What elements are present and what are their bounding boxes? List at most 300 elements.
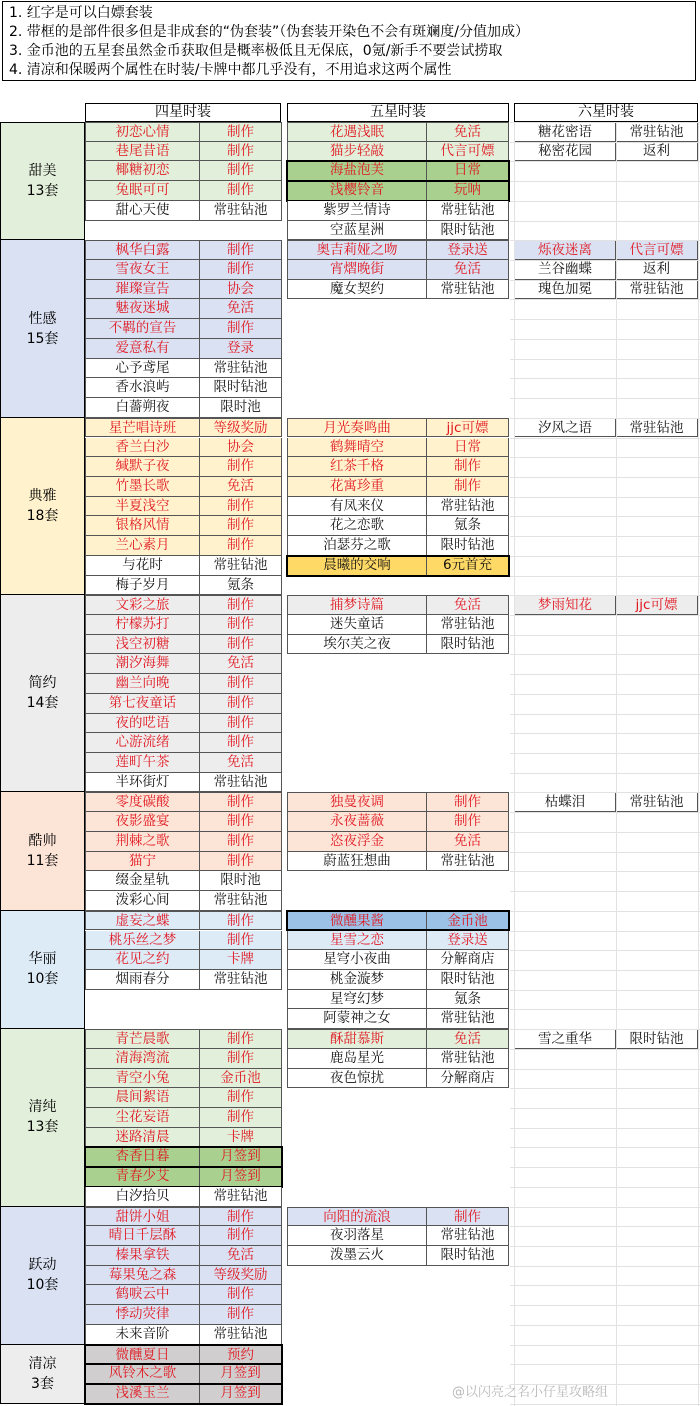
table-row — [514, 595, 698, 615]
table-row — [287, 1069, 509, 1089]
table-row — [85, 122, 282, 142]
costume-name: 初恋心情 — [85, 122, 200, 142]
costume-source: 返利 — [616, 142, 698, 162]
section-name: 甜美 — [28, 163, 57, 180]
costume-source: 卡牌 — [200, 1128, 282, 1148]
table-row — [85, 359, 282, 379]
costume-name: 兰谷幽蝶 — [514, 260, 616, 280]
costume-name: 尘花妄语 — [85, 1108, 200, 1128]
grid-line — [510, 595, 700, 596]
costume-name: 枯蝶泪 — [514, 792, 616, 812]
costume-source: 制作 — [200, 319, 282, 339]
table-row — [287, 832, 509, 852]
costume-name: 与花时 — [85, 556, 200, 576]
costume-name: 榛果拿铁 — [85, 1246, 200, 1266]
grid-line — [510, 260, 700, 261]
costume-name: 向阳的流浪 — [287, 1207, 427, 1227]
table-row — [287, 221, 509, 241]
costume-source: 限时钻池 — [427, 536, 509, 556]
section-name: 酷帅 — [28, 833, 57, 850]
costume-source: 免活 — [427, 832, 509, 852]
costume-name: 夜的呓语 — [85, 714, 200, 734]
table-row — [287, 950, 509, 970]
table-row — [287, 122, 509, 142]
grid-line — [510, 1226, 700, 1227]
table-row — [287, 1246, 509, 1266]
grid-line — [510, 1364, 700, 1365]
costume-source: 协会 — [200, 438, 282, 458]
costume-source: 月签到 — [200, 1364, 282, 1384]
costume-name: 幽兰向晚 — [85, 674, 200, 694]
table-row — [85, 142, 282, 162]
table-row — [85, 516, 282, 536]
costume-source: 免活 — [427, 260, 509, 280]
section-count: 13套 — [26, 183, 59, 200]
grid-line — [510, 457, 700, 458]
grid-line — [510, 792, 700, 793]
table-row — [85, 1364, 282, 1384]
grid-line — [510, 1049, 700, 1050]
costume-source: 制作 — [427, 792, 509, 812]
grid-line — [510, 911, 700, 912]
costume-name: 鹤舞晴空 — [287, 438, 427, 458]
costume-source: 制作 — [200, 812, 282, 832]
costume-source: 常驻钻池 — [200, 359, 282, 379]
costume-source: 月签到 — [200, 1147, 282, 1167]
costume-name: 莲町午茶 — [85, 753, 200, 773]
costume-name: 柠檬苏打 — [85, 615, 200, 635]
costume-name: 兰心素月 — [85, 536, 200, 556]
table-row — [85, 181, 282, 201]
costume-name: 零度碳酸 — [85, 792, 200, 812]
costume-source: 常驻钻池 — [200, 970, 282, 990]
watermark: @以闪亮之名小仔星攻略组 — [452, 1385, 609, 1400]
grid-line — [510, 1009, 700, 1010]
grid-line — [510, 536, 700, 537]
costume-name: 宵熠晚街 — [287, 260, 427, 280]
grid-line — [510, 654, 700, 655]
costume-name: 璀璨宣告 — [85, 280, 200, 300]
grid-line — [510, 438, 700, 439]
table-row — [287, 477, 509, 497]
costume-source: 等级奖励 — [200, 418, 282, 438]
costume-name: 独曼夜调 — [287, 792, 427, 812]
table-row — [287, 970, 509, 990]
costume-name: 泼墨云火 — [287, 1246, 427, 1266]
section-label — [0, 240, 85, 417]
costume-name: 兔眠可可 — [85, 181, 200, 201]
table-row — [85, 753, 282, 773]
note-line: 4. 清凉和保暖两个属性在时装/卡牌中都几乎没有，不用追求这两个属性 — [9, 62, 452, 78]
grid-line — [510, 161, 700, 162]
table-row — [287, 438, 509, 458]
grid-line — [510, 1404, 700, 1405]
costume-source: 预约 — [200, 1345, 282, 1365]
costume-name: 夜色惊扰 — [287, 1069, 427, 1089]
section-label — [0, 418, 85, 595]
costume-name: 猫步轻敲 — [287, 142, 427, 162]
costume-name: 花遇浅眠 — [287, 122, 427, 142]
costume-name: 恣夜浮金 — [287, 832, 427, 852]
grid-line — [510, 733, 700, 734]
section-name: 华丽 — [28, 951, 57, 968]
table-row — [85, 240, 282, 260]
costume-name: 魔女契约 — [287, 280, 427, 300]
costume-name: 鹿岛星光 — [287, 1049, 427, 1069]
costume-source: 制作 — [200, 615, 282, 635]
grid-line — [510, 477, 700, 478]
costume-name: 甜心天使 — [85, 201, 200, 221]
grid-line — [510, 181, 700, 182]
costume-source: 分解商店 — [427, 950, 509, 970]
table-row — [85, 299, 282, 319]
table-row — [287, 931, 509, 951]
costume-name: 竹墨长歌 — [85, 477, 200, 497]
costume-name: 浅樱铃音 — [287, 181, 427, 201]
section-label — [0, 595, 85, 792]
costume-source: 限时池 — [200, 871, 282, 891]
costume-source: 制作 — [427, 812, 509, 832]
costume-source: 制作 — [200, 1049, 282, 1069]
table-row — [287, 1226, 509, 1246]
section-label — [0, 792, 85, 910]
costume-source: 制作 — [200, 122, 282, 142]
costume-name: 海盐泡芙 — [287, 161, 427, 181]
table-row — [85, 1325, 282, 1345]
costume-name: 心游流绪 — [85, 733, 200, 753]
table-row — [85, 911, 282, 931]
costume-source: 制作 — [200, 1108, 282, 1128]
costume-source: 常驻钻池 — [616, 280, 698, 300]
costume-source: 常驻钻池 — [200, 201, 282, 221]
costume-source: 制作 — [200, 595, 282, 615]
costume-source: 登录 — [200, 339, 282, 359]
table-row — [287, 142, 509, 162]
section-name: 清纯 — [28, 1099, 57, 1116]
grid-line — [510, 1108, 700, 1109]
grid-line — [510, 1285, 700, 1286]
costume-source: 制作 — [200, 1226, 282, 1246]
costume-source: 分解商店 — [427, 1069, 509, 1089]
grid-line — [510, 221, 700, 222]
costume-source: 制作 — [200, 694, 282, 714]
costume-name: 奥吉莉娅之吻 — [287, 240, 427, 260]
costume-name: 秘密花园 — [514, 142, 616, 162]
table-row — [85, 694, 282, 714]
grid-line — [510, 1345, 700, 1346]
costume-name: 银格风情 — [85, 516, 200, 536]
costume-source: 常驻钻池 — [200, 891, 282, 911]
costume-name: 半夏浅空 — [85, 497, 200, 517]
grid-line — [510, 359, 700, 360]
costume-name: 晨曦的交响 — [287, 556, 427, 576]
grid-line — [510, 319, 700, 320]
costume-name: 微醺果酱 — [287, 911, 427, 931]
costume-name: 星雪之恋 — [287, 931, 427, 951]
costume-source: 月签到 — [200, 1167, 282, 1187]
costume-name: 红茶千格 — [287, 457, 427, 477]
costume-name: 星穹幻梦 — [287, 990, 427, 1010]
table-row — [287, 418, 509, 438]
table-row — [85, 852, 282, 872]
costume-source: 制作 — [200, 1285, 282, 1305]
costume-name: 第七夜童话 — [85, 694, 200, 714]
section-count: 13套 — [26, 1119, 59, 1136]
grid-line — [510, 615, 700, 616]
costume-name: 缀金星轨 — [85, 871, 200, 891]
costume-name: 枫华白露 — [85, 240, 200, 260]
costume-source: 常驻钻池 — [200, 773, 282, 793]
costume-name: 汐风之语 — [514, 418, 616, 438]
costume-source: 制作 — [200, 161, 282, 181]
grid-line — [510, 1088, 700, 1089]
table-row — [85, 871, 282, 891]
table-row — [287, 1207, 509, 1227]
section-name: 性感 — [28, 310, 57, 327]
grid-line — [510, 990, 700, 991]
costume-name: 烟雨春分 — [85, 970, 200, 990]
grid-line — [510, 1325, 700, 1326]
grid-line — [510, 122, 700, 123]
table-row — [287, 792, 509, 812]
table-row — [287, 595, 509, 615]
table-row — [85, 1187, 282, 1207]
costume-source: 制作 — [200, 911, 282, 931]
table-row — [85, 398, 282, 418]
costume-name: 花见之约 — [85, 950, 200, 970]
costume-source: 制作 — [200, 536, 282, 556]
costume-name: 晴日千层酥 — [85, 1226, 200, 1246]
costume-source: 制作 — [200, 457, 282, 477]
grid-line — [510, 812, 700, 813]
costume-source: 氪条 — [427, 990, 509, 1010]
costume-name: 永夜蔷薇 — [287, 812, 427, 832]
costume-name: 半环街灯 — [85, 773, 200, 793]
section-count: 11套 — [26, 853, 59, 870]
costume-name: 荆棘之歌 — [85, 832, 200, 852]
table-row — [85, 733, 282, 753]
costume-source: 制作 — [200, 792, 282, 812]
table-row — [85, 378, 282, 398]
grid-line — [510, 970, 700, 971]
table-row — [85, 1049, 282, 1069]
costume-source: 限时钻池 — [200, 378, 282, 398]
table-row — [287, 201, 509, 221]
costume-source: 常驻钻池 — [616, 122, 698, 142]
costume-source: 制作 — [200, 181, 282, 201]
table-row — [85, 161, 282, 181]
costume-source: 日常 — [427, 438, 509, 458]
costume-name: 虚妄之蝶 — [85, 911, 200, 931]
costume-source: 日常 — [427, 161, 509, 181]
table-row — [85, 1266, 282, 1286]
grid-line — [510, 516, 700, 517]
costume-name: 白薔朔夜 — [85, 398, 200, 418]
costume-name: 蔚蓝狂想曲 — [287, 852, 427, 872]
costume-source: 登录送 — [427, 931, 509, 951]
grid-line — [510, 753, 700, 754]
grid-line — [510, 950, 700, 951]
costume-name: 椰糖初恋 — [85, 161, 200, 181]
grid-line — [510, 1246, 700, 1247]
grid-line — [510, 418, 700, 419]
costume-source: 制作 — [200, 142, 282, 162]
table-row — [85, 1305, 282, 1325]
table-row — [287, 556, 509, 576]
costume-source: 制作 — [427, 1207, 509, 1227]
grid-line — [510, 201, 700, 202]
table-row — [85, 635, 282, 655]
costume-name: 浅空初糖 — [85, 635, 200, 655]
table-row — [287, 240, 509, 260]
costume-name: 捕梦诗篇 — [287, 595, 427, 615]
costume-name: 缄默子夜 — [85, 457, 200, 477]
costume-source: 常驻钻池 — [427, 201, 509, 221]
four-star-header: 四星时装 — [85, 103, 281, 122]
costume-source: 常驻钻池 — [427, 280, 509, 300]
table-row — [514, 792, 698, 812]
table-row — [287, 516, 509, 536]
table-row — [85, 339, 282, 359]
costume-name: 阿蒙神之女 — [287, 1009, 427, 1029]
costume-name: 糖花密语 — [514, 122, 616, 142]
costume-source: 免活 — [200, 753, 282, 773]
costume-source: jjc可嫖 — [427, 418, 509, 438]
costume-source: 常驻钻池 — [427, 497, 509, 517]
costume-name: 魅夜迷城 — [85, 299, 200, 319]
table-row — [85, 931, 282, 951]
table-row — [287, 260, 509, 280]
costume-source: 制作 — [200, 516, 282, 536]
grid-line — [510, 931, 700, 932]
table-row — [287, 1029, 509, 1049]
table-row — [85, 654, 282, 674]
table-row — [85, 319, 282, 339]
table-row — [85, 674, 282, 694]
costume-name: 香水浪屿 — [85, 378, 200, 398]
section-count: 18套 — [26, 508, 59, 525]
costume-source: 限时钻池 — [427, 970, 509, 990]
note-line: 2. 带框的是部件很多但是非成套的“伪套装”（伪套装开染色不会有斑斓度/分值加成） — [9, 24, 530, 40]
costume-source: 常驻钻池 — [616, 418, 698, 438]
table-row — [287, 990, 509, 1010]
grid-line — [510, 635, 700, 636]
costume-name: 瑰色加冕 — [514, 280, 616, 300]
costume-source: 制作 — [200, 674, 282, 694]
costume-name: 酥甜慕斯 — [287, 1029, 427, 1049]
table-row — [85, 1128, 282, 1148]
costume-source: jjc可嫖 — [616, 595, 698, 615]
costume-name: 杏香日暮 — [85, 1147, 200, 1167]
costume-name: 不羁的宣告 — [85, 319, 200, 339]
costume-name: 夜羽落星 — [287, 1226, 427, 1246]
table-row — [85, 497, 282, 517]
grid-line — [510, 280, 700, 281]
grid-line — [510, 694, 700, 695]
costume-name: 梦雨知花 — [514, 595, 616, 615]
table-row — [287, 161, 509, 181]
table-row — [85, 615, 282, 635]
table-row — [287, 852, 509, 872]
grid-line — [510, 378, 700, 379]
table-row — [85, 812, 282, 832]
table-row — [85, 950, 282, 970]
table-row — [85, 970, 282, 990]
costume-source: 常驻钻池 — [427, 1009, 509, 1029]
costume-name: 月光奏鸣曲 — [287, 418, 427, 438]
table-row — [85, 576, 282, 596]
costume-source: 月签到 — [200, 1384, 282, 1404]
costume-source: 常驻钻池 — [427, 1226, 509, 1246]
section-label — [0, 1029, 85, 1206]
costume-name: 青芒晨歌 — [85, 1029, 200, 1049]
grid-line — [510, 1167, 700, 1168]
table-row — [85, 201, 282, 221]
table-row — [514, 142, 698, 162]
costume-name: 甜饼小姐 — [85, 1207, 200, 1227]
section-name: 简约 — [28, 675, 57, 692]
costume-source: 常驻钻池 — [200, 1325, 282, 1345]
table-row — [85, 438, 282, 458]
costume-source: 免活 — [427, 595, 509, 615]
table-row — [85, 556, 282, 576]
costume-source: 免活 — [427, 122, 509, 142]
costume-name: 清海湾流 — [85, 1049, 200, 1069]
table-row — [85, 792, 282, 812]
table-row — [287, 812, 509, 832]
grid-line — [616, 122, 617, 1406]
table-row — [85, 1147, 282, 1167]
costume-source: 等级奖励 — [200, 1266, 282, 1286]
costume-source: 制作 — [200, 1088, 282, 1108]
costume-name: 夜影盛宴 — [85, 812, 200, 832]
costume-name: 泼彩心间 — [85, 891, 200, 911]
costume-name: 雪之重华 — [514, 1029, 616, 1049]
costume-source: 免活 — [200, 1246, 282, 1266]
section-label — [0, 1207, 85, 1345]
section-count: 10套 — [26, 971, 59, 988]
costume-name: 桃乐丝之梦 — [85, 931, 200, 951]
table-row — [85, 1207, 282, 1227]
costume-name: 未来音阶 — [85, 1325, 200, 1345]
costume-source: 限时钻池 — [427, 635, 509, 655]
grid-line — [698, 122, 699, 1406]
grid-line — [510, 1069, 700, 1070]
costume-name: 花之恋歌 — [287, 516, 427, 536]
costume-source: 免活 — [200, 477, 282, 497]
costume-source: 制作 — [200, 497, 282, 517]
costume-name: 猫宁 — [85, 852, 200, 872]
costume-source: 玩呐 — [427, 181, 509, 201]
grid-line — [510, 773, 700, 774]
costume-name: 空蓝星洲 — [287, 221, 427, 241]
section-label — [0, 911, 85, 1029]
table-row — [287, 635, 509, 655]
costume-name: 迷路清晨 — [85, 1128, 200, 1148]
costume-source: 6元首充 — [427, 556, 509, 576]
costume-source: 制作 — [200, 260, 282, 280]
five-star-header: 五星时装 — [287, 103, 509, 122]
costume-name: 桃金漩梦 — [287, 970, 427, 990]
section-name: 清凉 — [28, 1355, 57, 1372]
table-row — [514, 240, 698, 260]
section-count: 15套 — [26, 330, 59, 347]
costume-source: 常驻钻池 — [427, 615, 509, 635]
costume-source: 制作 — [200, 852, 282, 872]
table-row — [85, 1345, 282, 1365]
grid-line — [510, 1128, 700, 1129]
table-row — [85, 891, 282, 911]
